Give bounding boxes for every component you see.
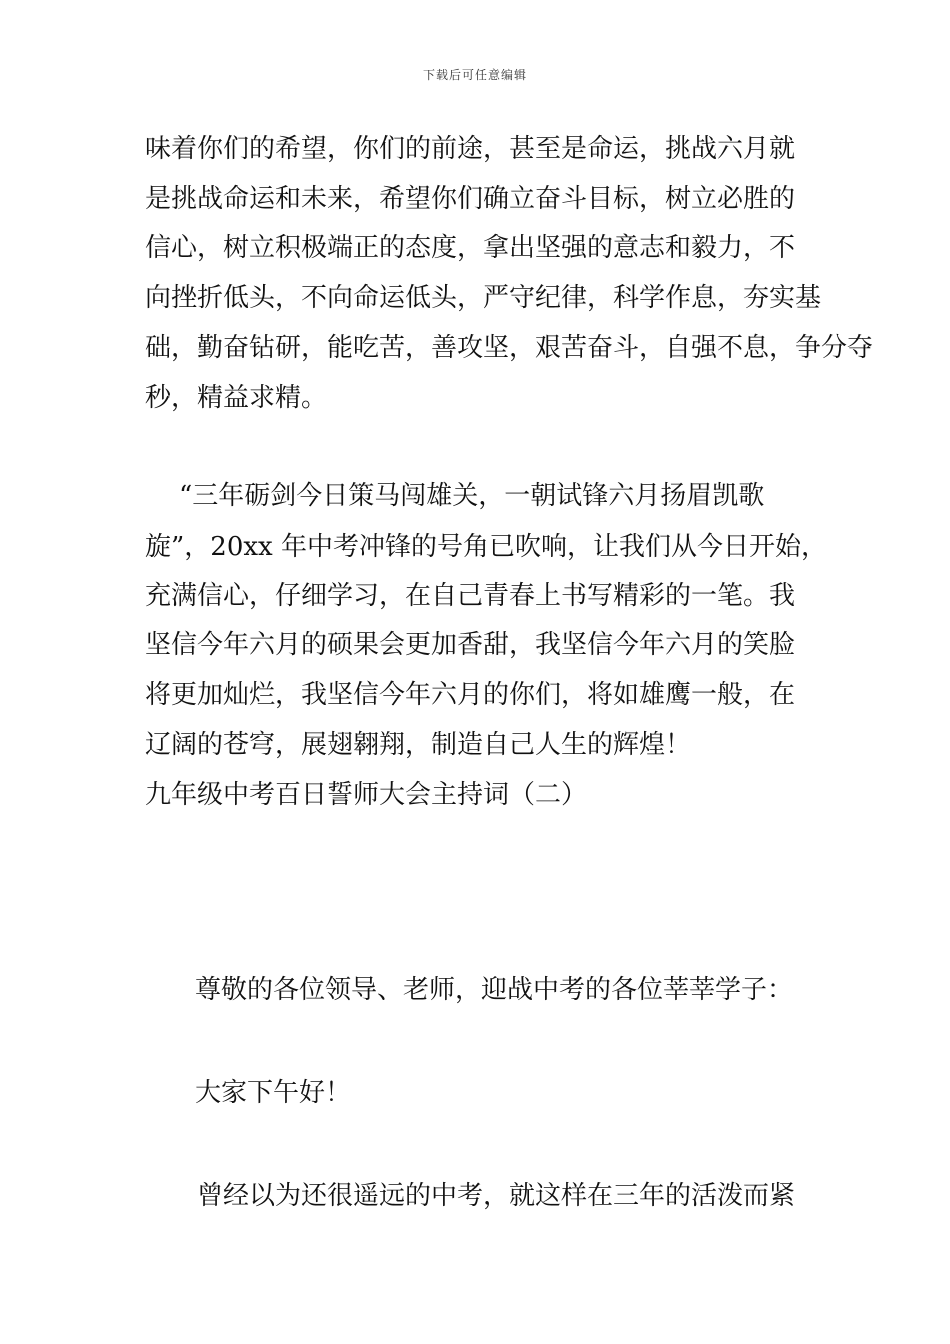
text-line-7: “三年砺剑今日策马闯雄关，一朝试锋六月扬眉凯歌 bbox=[179, 481, 765, 511]
text-line-6: 秒，精益求精。 bbox=[145, 383, 328, 413]
text-line-11: 将更加灿烂，我坚信今年六月的你们，将如雄鹰一般，在 bbox=[145, 680, 796, 710]
salutation-line: 尊敬的各位领导、老师，迎战中考的各位莘莘学子： bbox=[195, 975, 794, 1005]
greeting-line: 大家下午好！ bbox=[195, 1078, 352, 1108]
text-line-4: 向挫折低头，不向命运低头，严守纪律，科学作息，夯实基 bbox=[145, 283, 822, 313]
text-line-9: 充满信心，仔细学习，在自己青春上书写精彩的一笔。我 bbox=[145, 581, 796, 611]
text-line-12: 辽阔的苍穹，展翅翱翔，制造自己人生的辉煌！ bbox=[145, 730, 692, 760]
opening-line: 曾经以为还很遥远的中考，就这样在三年的活泼而紧 bbox=[197, 1181, 796, 1211]
text-line-8: 旋”，20xx 年中考冲锋的号角已吹响，让我们从今日开始， bbox=[145, 532, 827, 562]
text-line-3: 信心，树立积极端正的态度，拿出坚强的意志和毅力，不 bbox=[145, 233, 796, 263]
section-title: 九年级中考百日誓师大会主持词（二） bbox=[145, 780, 588, 810]
text-line-2: 是挑战命运和未来，希望你们确立奋斗目标，树立必胜的 bbox=[145, 184, 796, 214]
text-line-10: 坚信今年六月的硕果会更加香甜，我坚信今年六月的笑脸 bbox=[145, 630, 796, 660]
text-line-5: 础，勤奋钻研，能吃苦，善攻坚，艰苦奋斗，自强不息，争分夺 bbox=[145, 333, 874, 363]
text-line-1: 味着你们的希望，你们的前途，甚至是命运，挑战六月就 bbox=[145, 134, 796, 164]
page-header: 下载后可任意编辑 bbox=[422, 68, 527, 82]
